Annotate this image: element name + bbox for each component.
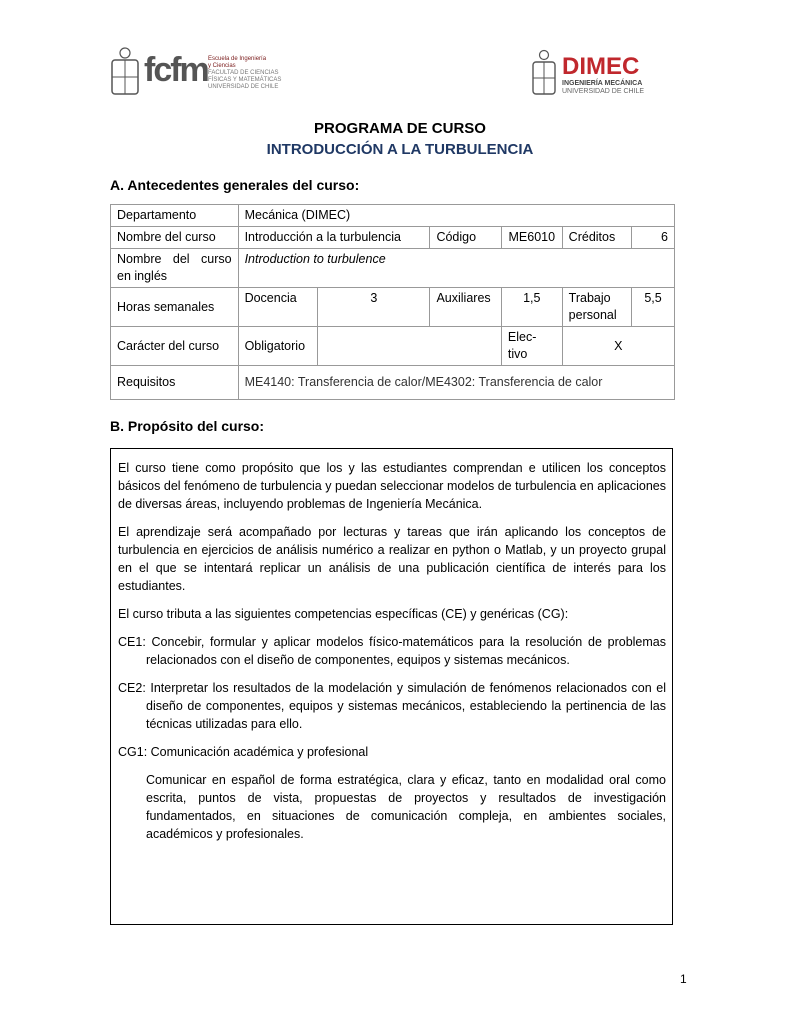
dimec-brand: DIMEC [562, 53, 640, 80]
req-value: ME4140: Transferencia de calor/ME4302: Transferencia de calor [238, 366, 674, 400]
purpose-paragraph: El curso tiene como propósito que los y las estudiantes comprendan e utilicen los conceptos básicos del fenómeno de turbulencia y puedan seleccionar modelos de turbulencia en aplicaciones de diversas áreas, incluyendo problemas de Ingeniería Mecánica. [118, 461, 666, 511]
name-en-label-line: en inglés [117, 269, 168, 283]
trabajo-label-line: Trabajo [568, 291, 611, 305]
university-seal-icon [108, 46, 142, 98]
name-en-label-line: Nombre del curso [117, 252, 232, 266]
dept-value: Mecánica (DIMEC) [238, 205, 674, 227]
course-title: INTRODUCCIÓN A LA TURBULENCIA [266, 141, 534, 158]
name-en-label [111, 249, 239, 288]
credits-value: 6 [632, 227, 675, 249]
competency-cg1-desc: Comunicar en español de forma estratégica, clara y eficaz, tanto en modalidad oral como escrita, puntos de vista, propuestas de proyectos y resultados de investigación fundamentados, en situaciones de comunicación compleja, en ambientes sociales, académicos y profesionales. [146, 773, 666, 841]
electivo-label-line: Elec- [507, 330, 537, 344]
caracter-label: Carácter del curso [111, 327, 239, 366]
aux-value: 1,5 [501, 288, 562, 327]
purpose-paragraph: El curso tributa a las siguientes competencias específicas (CE) y genéricas (CG): [118, 607, 569, 621]
fcfm-brand: fcfm [144, 51, 208, 89]
table-row [111, 327, 675, 366]
docencia-label: Docencia [238, 288, 318, 327]
fcfm-logo [108, 44, 288, 100]
page-title: PROGRAMA DE CURSO [314, 120, 486, 137]
table-row [111, 288, 675, 327]
electivo-label [501, 327, 562, 366]
electivo-label-line: tivo [507, 347, 528, 361]
table-row [111, 366, 675, 400]
obligatorio-value [318, 327, 502, 366]
purpose-box [110, 448, 673, 925]
section-b-heading: B. Propósito del curso: [110, 418, 265, 434]
electivo-value: X [562, 327, 674, 366]
page-number: 1 [680, 972, 687, 986]
dimec-logo [530, 44, 660, 104]
trabajo-label-line: personal [568, 308, 617, 322]
dept-label: Departamento [111, 205, 239, 227]
code-label: Código [430, 227, 501, 249]
trabajo-value: 5,5 [632, 288, 675, 327]
table-row [111, 205, 675, 227]
fcfm-logo-text [208, 56, 288, 91]
table-row [111, 227, 675, 249]
name-en-value: Introduction to turbulence [238, 249, 674, 288]
competency-cg1: CG1: Comunicación académica y profesional [118, 745, 369, 759]
competency-ce2: CE2: Interpretar los resultados de la modelación y simulación de fenómenos relacionados con el diseño de componentes, equipos y sistemas mecánicos, estableciendo la pertinencia de las técnicas utilizadas para ello. [118, 681, 666, 731]
course-info-table [110, 204, 675, 400]
docencia-value: 3 [318, 288, 430, 327]
code-value: ME6010 [501, 227, 562, 249]
logo-line: Escuela de Ingeniería [208, 56, 267, 62]
competency-ce1: CE1: Concebir, formular y aplicar modelos físico-matemáticos para la resolución de problemas relacionados con el diseño de componentes, equipos y sistemas mecánicos. [118, 635, 666, 667]
obligatorio-label: Obligatorio [238, 327, 318, 366]
hours-label: Horas semanales [111, 288, 239, 327]
section-a-heading: A. Antecedentes generales del curso: [110, 177, 360, 193]
logo-line: UNIVERSIDAD DE CHILE [208, 84, 279, 90]
purpose-paragraph: El aprendizaje será acompañado por lecturas y tareas que irán aplicando los conceptos de turbulencia en ejercicios de análisis numérico a realizar en python o Matlab, y un proyecto grupal en el que se intentará replicar un análisis de una publicación científica de interés para los estudiantes. [118, 525, 666, 593]
logo-line: y Ciencias [208, 63, 236, 69]
credits-label: Créditos [562, 227, 631, 249]
logo-line: FACULTAD DE CIENCIAS [208, 70, 279, 76]
dimec-logo-text [562, 80, 644, 96]
logo-line: UNIVERSIDAD DE CHILE [562, 88, 645, 95]
logo-line: INGENIERÍA MECÁNICA [562, 80, 643, 87]
logo-line: FÍSICAS Y MATEMÁTICAS [208, 77, 282, 83]
name-value: Introducción a la turbulencia [238, 227, 430, 249]
req-label: Requisitos [111, 366, 239, 400]
university-seal-icon [530, 48, 558, 100]
trabajo-label [562, 288, 631, 327]
aux-label: Auxiliares [430, 288, 501, 327]
name-label: Nombre del curso [111, 227, 239, 249]
table-row [111, 249, 675, 288]
